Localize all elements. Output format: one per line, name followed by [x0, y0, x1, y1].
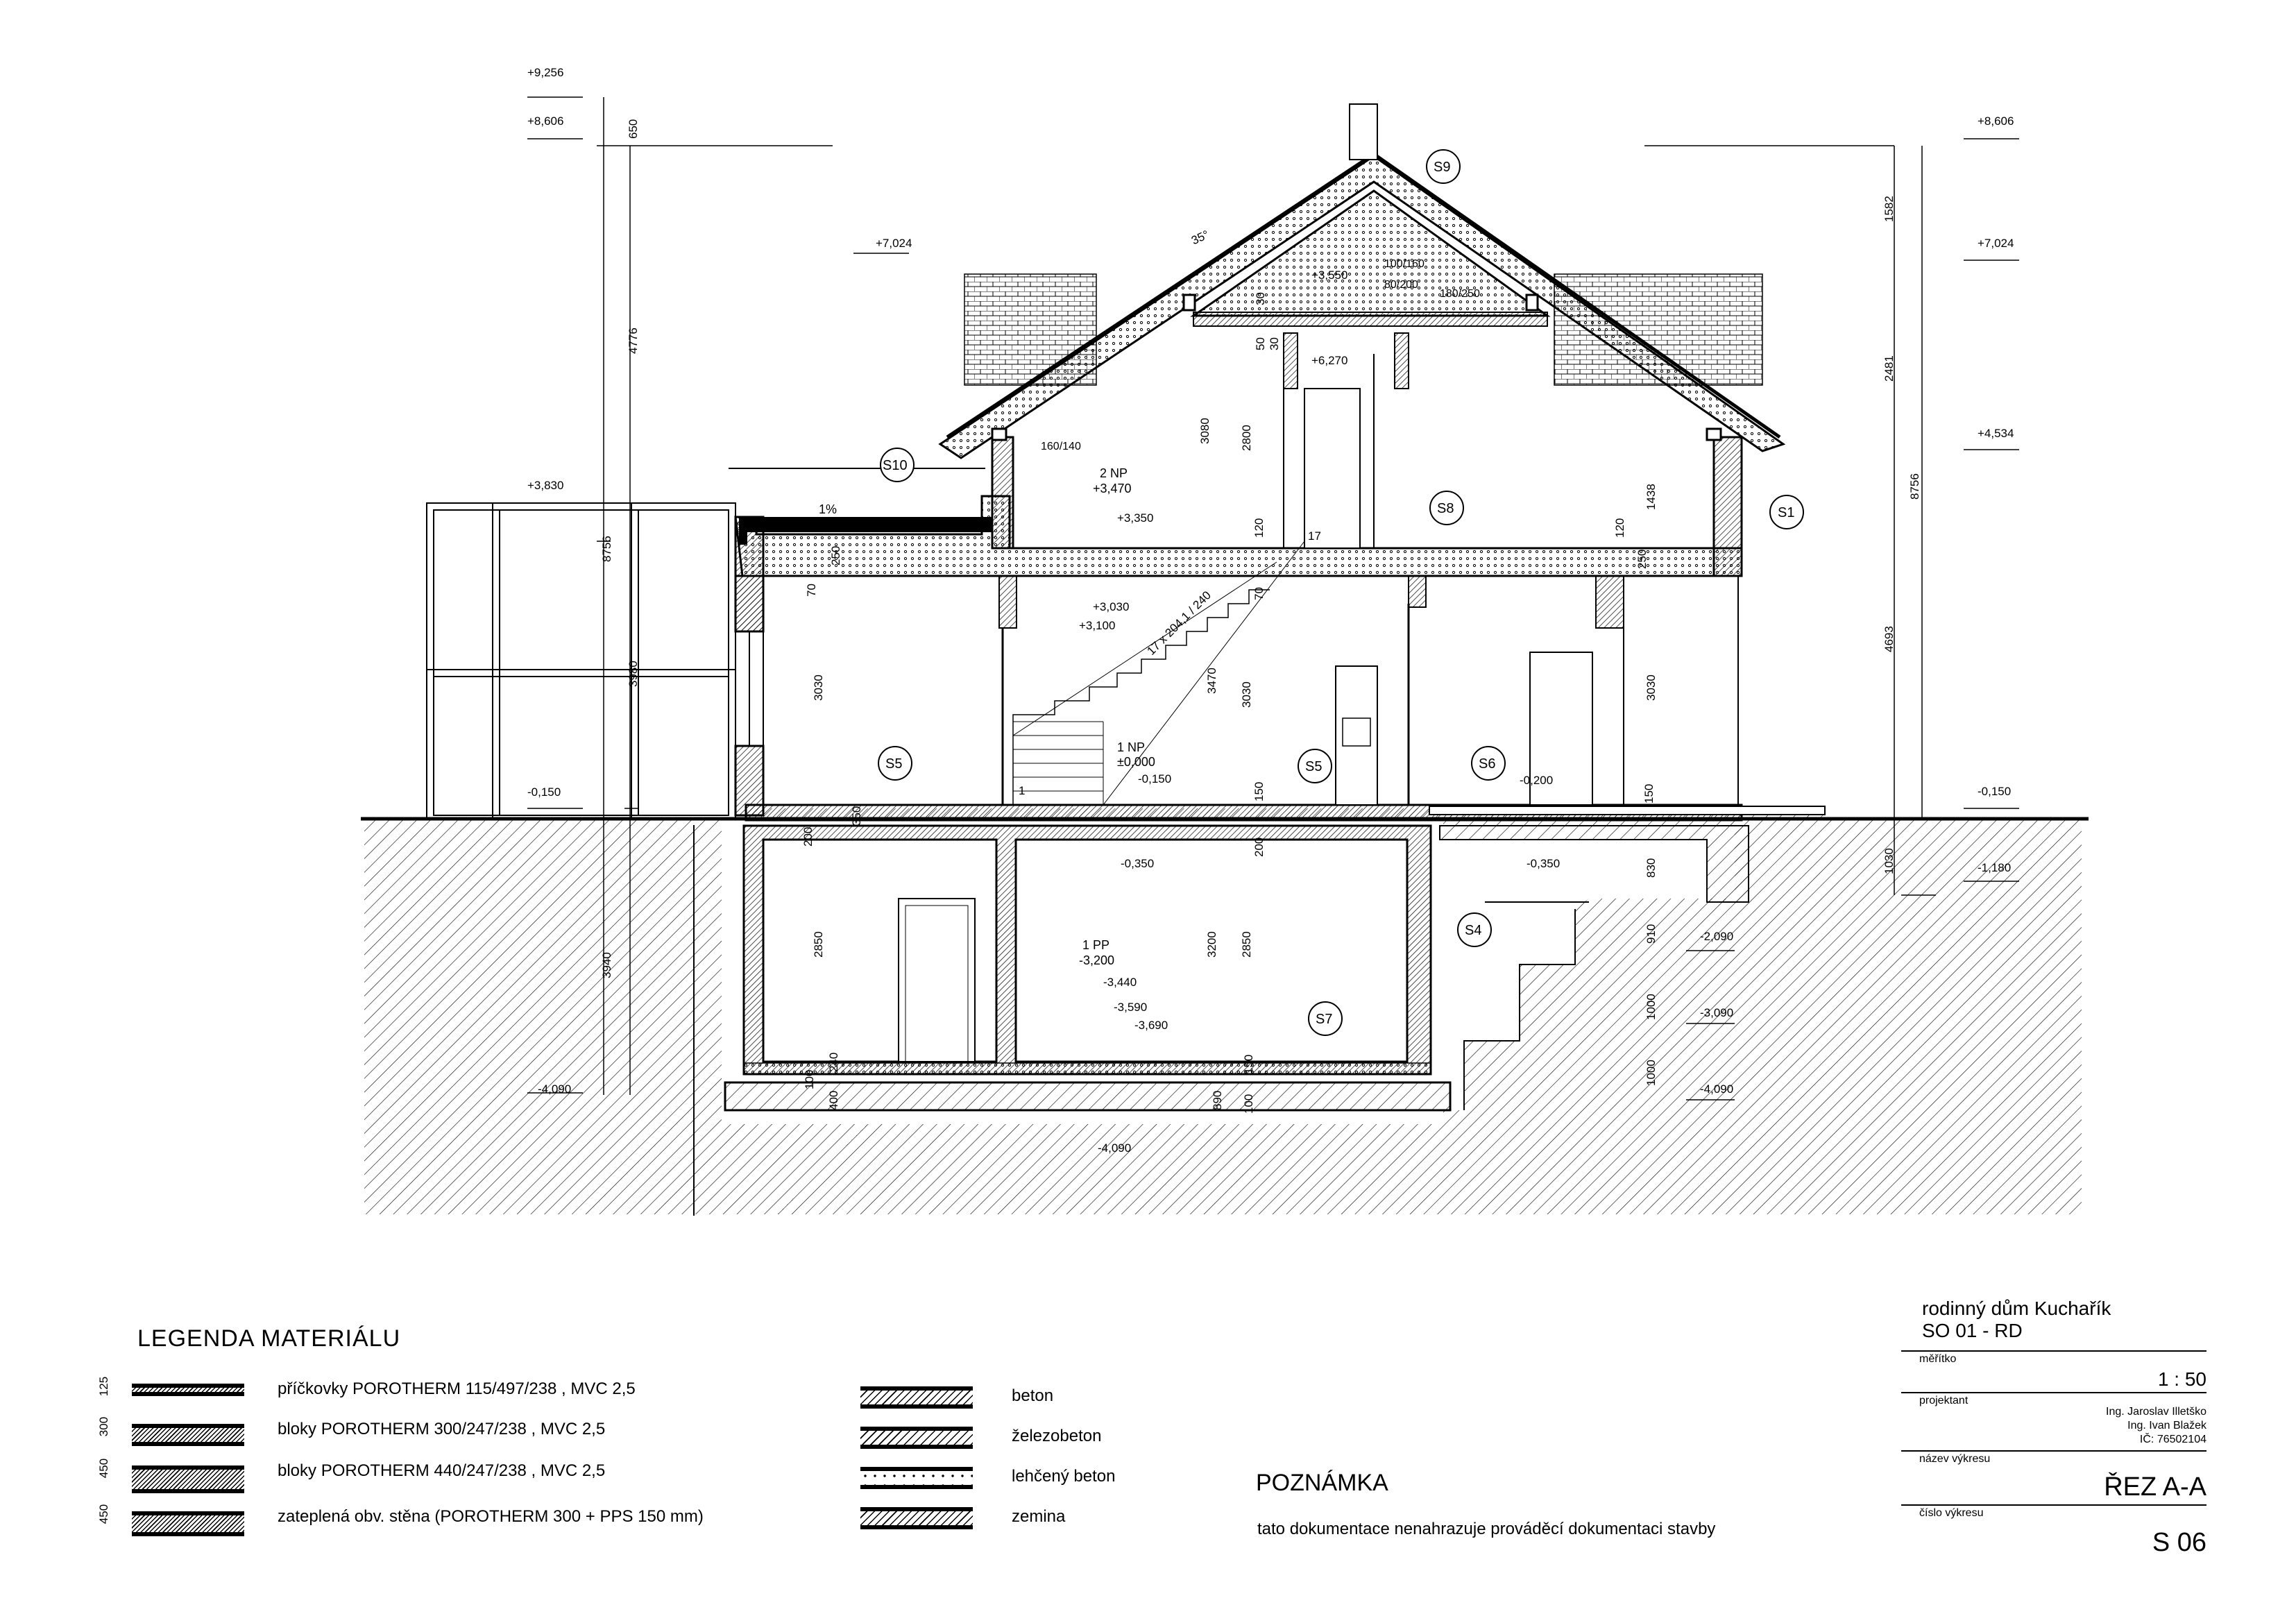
elevation-label: -0,200: [1520, 774, 1554, 787]
legend-label: bloky POROTHERM 300/247/238 , MVC 2,5: [278, 1420, 606, 1438]
drawing-number-label: číslo výkresu: [1919, 1507, 1984, 1519]
dimension-label: 3470: [1205, 668, 1218, 694]
divider: [1901, 1350, 2206, 1352]
floor-label: 2 NP: [1100, 466, 1128, 480]
dimension-label: 120: [1613, 518, 1626, 538]
elevation-label: +4,534: [1978, 427, 2014, 440]
drawing-name: ŘEZ A-A: [2104, 1472, 2206, 1502]
divider: [1901, 1392, 2206, 1393]
timber-label: 100/160: [1384, 258, 1425, 270]
roof-angle-label: 35°: [1189, 228, 1211, 248]
material-label: beton: [1012, 1386, 1054, 1405]
elevation-label: -4,090: [1098, 1141, 1132, 1155]
legend-label: bloky POROTHERM 440/247/238 , MVC 2,5: [278, 1461, 606, 1480]
dimension-label: 4693: [1882, 626, 1896, 652]
dimension-label: 1030: [1882, 848, 1896, 874]
elevation-label: +9,256: [527, 66, 564, 79]
dimension-label: 3200: [1205, 931, 1218, 958]
timber-label: 80/200: [1384, 279, 1418, 291]
dimension-label: 3080: [1198, 418, 1211, 444]
designer-name: Ing. Jaroslav Illetško: [2106, 1406, 2206, 1418]
material-legend: [97, 1325, 1311, 1554]
section-tag: S7: [1316, 1012, 1333, 1027]
dimension-label: 250: [829, 545, 842, 566]
dimension-label: 350: [850, 806, 863, 826]
legend-label: příčkovky POROTHERM 115/497/238 , MVC 2,5: [278, 1379, 636, 1398]
legend-code: 450: [97, 1504, 110, 1524]
stair-count-label: 17: [1308, 529, 1321, 543]
elevation-label: -0,150: [1978, 785, 2012, 798]
dimension-label: 910: [1644, 924, 1658, 944]
elevation-label: -0,150: [1138, 772, 1172, 785]
dimension-label: 890: [1211, 1090, 1224, 1110]
designer-label: projektant: [1919, 1395, 1968, 1407]
section-tag: S10: [883, 458, 908, 473]
section-tag: S4: [1465, 923, 1482, 938]
dimension-label: 1000: [1644, 994, 1658, 1020]
legend-item: [97, 1376, 826, 1407]
legend-swatch: [132, 1424, 244, 1446]
material-item: [860, 1427, 1138, 1454]
dimension-label: 200: [801, 826, 815, 847]
dimension-label: 250: [1635, 549, 1649, 569]
section-tag: S5: [1305, 759, 1323, 774]
drawing-number: S 06: [2152, 1528, 2206, 1557]
elevation-label: -3,590: [1114, 1001, 1148, 1014]
dimension-label: 150: [1252, 781, 1266, 801]
legend-code: 300: [97, 1416, 110, 1437]
dimension-label: 2481: [1882, 355, 1896, 382]
elevation-label: +3,030: [1093, 600, 1130, 613]
legend-code: 125: [97, 1376, 110, 1397]
dimension-label: 8756: [600, 536, 613, 562]
dimension-label: 1438: [1644, 484, 1658, 510]
note-title: POZNÁMKA: [1256, 1470, 1388, 1496]
elevation-label: +3,350: [1117, 511, 1154, 525]
legend-code: 450: [97, 1458, 110, 1479]
designer-name: Ing. Ivan Blažek: [2127, 1420, 2206, 1431]
dimension-label: 650: [627, 119, 640, 139]
floor-label: 1 NP: [1117, 740, 1146, 754]
dimension-label: 400: [827, 1090, 840, 1110]
project-line: SO 01 - RD: [1922, 1320, 2023, 1341]
material-label: lehčený beton: [1012, 1467, 1116, 1486]
dimension-label: 830: [1644, 858, 1658, 878]
legend-swatch: [132, 1384, 244, 1396]
legend-item: [97, 1416, 826, 1447]
elevation-label: -4,090: [1700, 1082, 1734, 1096]
elevation-label: +8,606: [527, 114, 564, 128]
dimension-label: 200: [1252, 837, 1266, 857]
material-swatch: [860, 1507, 973, 1529]
elevation-label: -0,150: [527, 785, 561, 799]
material-swatch: [860, 1427, 973, 1449]
stair-label: 17 x 204,1 / 240: [1144, 588, 1214, 658]
title-block: [1901, 1291, 2220, 1589]
elevation-label: +6,270: [1311, 354, 1348, 367]
dimension-label: 100: [1242, 1094, 1255, 1114]
elevation-label: -3,090: [1700, 1006, 1734, 1019]
dimension-label: 50: [1254, 337, 1267, 350]
floor-label: 1 PP: [1082, 938, 1110, 952]
dimension-label: 120: [1252, 518, 1266, 538]
project-line: rodinný dům Kuchařík: [1922, 1298, 2111, 1319]
material-swatch: [860, 1467, 973, 1489]
dimension-label: 1582: [1882, 196, 1896, 222]
material-item: [860, 1467, 1138, 1495]
elevation-label: -3,440: [1103, 976, 1137, 989]
legend-title: LEGENDA MATERIÁLU: [137, 1325, 401, 1352]
material-swatch: [860, 1386, 973, 1409]
scale-value: 1 : 50: [2157, 1368, 2206, 1390]
dimension-label: 4776: [627, 328, 640, 354]
elevation-label: +8,606: [1978, 114, 2014, 128]
dimension-label: 2850: [1240, 931, 1253, 958]
roof: [940, 104, 1783, 458]
dimension-label: 100: [803, 1069, 816, 1089]
floor-level: ±0,000: [1117, 755, 1155, 769]
dimension-label: 3940: [600, 952, 613, 978]
dimension-label: 30: [1268, 337, 1281, 350]
dimension-label: 1000: [1644, 1060, 1658, 1086]
section-tag: S1: [1778, 505, 1795, 520]
scale-label: měřítko: [1919, 1353, 1957, 1365]
stair-start-label: 1: [1019, 784, 1026, 797]
dimension-label: 150: [1242, 1054, 1255, 1074]
dimension-label: 3030: [1240, 681, 1253, 708]
elevation-label: +7,024: [876, 237, 912, 250]
dimension-label: 150: [1642, 783, 1656, 804]
dimension-label: 240: [827, 1052, 840, 1072]
elevation-label: -0,350: [1527, 857, 1561, 870]
material-label: železobeton: [1012, 1427, 1102, 1445]
elevation-label: -3,690: [1134, 1019, 1168, 1032]
material-item: [860, 1386, 1138, 1414]
legend-label: zateplená obv. stěna (POROTHERM 300 + PPS 150 mm): [278, 1507, 704, 1526]
elevation-label: +3,830: [527, 479, 564, 492]
floor-level: +3,470: [1093, 482, 1132, 495]
dimension-label: 3030: [812, 674, 825, 701]
dimension-label: 2850: [812, 931, 825, 958]
elevation-label: +3,100: [1079, 619, 1116, 632]
legend-item: [97, 1458, 826, 1489]
slope-label: 1%: [819, 502, 837, 516]
section-tag: S5: [885, 756, 903, 772]
legend-swatch: [132, 1511, 244, 1536]
elevation-label: -2,090: [1700, 930, 1734, 943]
dimension-label: 3030: [1644, 674, 1658, 701]
dimension-label: 70: [1252, 587, 1266, 600]
section-tag: S6: [1479, 756, 1496, 772]
dimension-label: 30: [1254, 292, 1267, 305]
elevation-label: -4,090: [538, 1082, 572, 1096]
dimension-label: 2800: [1240, 425, 1253, 451]
drawing-name-label: název výkresu: [1919, 1453, 1991, 1465]
timber-label: 180/250: [1440, 288, 1480, 300]
divider: [1901, 1504, 2206, 1506]
material-label: zemina: [1012, 1507, 1066, 1526]
divider: [1901, 1450, 2206, 1452]
elevation-label: +3,550: [1311, 269, 1348, 282]
section-tag: S9: [1434, 160, 1451, 175]
elevation-label: +7,024: [1978, 237, 2014, 250]
legend-swatch: [132, 1465, 244, 1493]
designer-id: IČ: 76502104: [2139, 1434, 2206, 1445]
dimension-label: 3980: [627, 661, 640, 687]
dimension-label: 8756: [1908, 473, 1921, 500]
elevation-label: -1,180: [1978, 861, 2012, 874]
project-name: [1922, 1298, 2111, 1342]
material-item: [860, 1507, 1138, 1535]
legend-item: [97, 1504, 826, 1535]
elevation-label: -0,350: [1121, 857, 1155, 870]
note-text: tato dokumentace nenahrazuje prováděcí dokumentaci stavby: [1257, 1520, 1716, 1538]
timber-label: 160/140: [1041, 441, 1081, 452]
dimension-label: 70: [805, 584, 818, 597]
section-tag: S8: [1437, 501, 1454, 516]
floor-level: -3,200: [1079, 953, 1115, 967]
